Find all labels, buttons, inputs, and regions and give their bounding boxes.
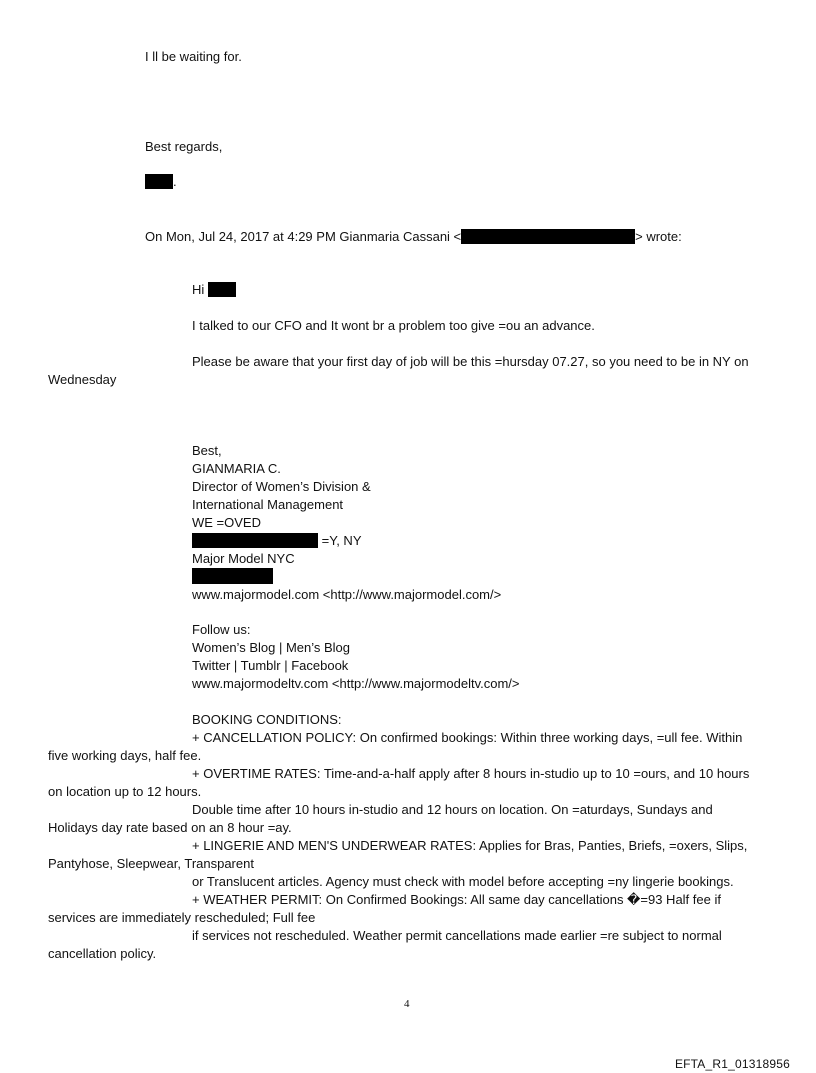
booking-line: cancellation policy. (48, 946, 157, 961)
email-closing: Best regards, (145, 139, 223, 154)
sig-follow: Follow us: (192, 622, 251, 637)
sig-title1: Director of Women’s Division & (192, 479, 371, 494)
booking-line: on location up to 12 hours. (48, 784, 202, 799)
booking-line: five working days, half fee. (48, 748, 202, 763)
redaction-block (192, 568, 273, 584)
sig-best: Best, (192, 443, 222, 458)
booking-line: + OVERTIME RATES: Time-and-a-half apply after 8 hours in-studio up to 10 =ours, and 10 hours (192, 766, 750, 781)
sig-website-link[interactable]: www.majormodel.com <http://www.majormodel.com/> (192, 587, 502, 602)
booking-line: + CANCELLATION POLICY: On confirmed bookings: Within three working days, =ull fee. Within (192, 730, 743, 745)
redaction-block (145, 174, 173, 189)
redaction-block (208, 282, 236, 297)
sig-social-links[interactable]: Twitter | Tumblr | Facebook (192, 658, 349, 673)
email-para2-line2: Wednesday (48, 372, 117, 387)
sig-addr-prefix: WE =OVED (192, 515, 261, 530)
booking-line: or Translucent articles. Agency must check with model before accepting =ny lingerie bookings. (192, 874, 734, 889)
email-para1: I talked to our CFO and It wont br a problem too give =ou an advance. (192, 318, 595, 333)
sender-signature: . (145, 174, 177, 190)
booking-line: if services not rescheduled. Weather permit cancellations made earlier =re subject to normal (192, 928, 722, 943)
booking-line: + LINGERIE AND MEN'S UNDERWEAR RATES: Applies for Bras, Panties, Briefs, =oxers, Slips, (192, 838, 748, 853)
sig-name: GIANMARIA C. (192, 461, 281, 476)
sig-company: Major Model NYC (192, 551, 295, 566)
quote-header: On Mon, Jul 24, 2017 at 4:29 PM Gianmaria Cassani < > wrote: (145, 229, 682, 244)
sig-address: =Y, NY (192, 533, 362, 549)
page-number: 4 (404, 998, 410, 1010)
sig-blogs-links[interactable]: Women’s Blog | Men’s Blog (192, 640, 351, 655)
sig-title2: International Management (192, 497, 344, 512)
email-line-waiting: I ll be waiting for. (145, 49, 242, 64)
redaction-block (192, 533, 318, 548)
greeting: Hi (192, 282, 236, 298)
booking-line: services are immediately rescheduled; Full fee (48, 910, 316, 925)
booking-line: Pantyhose, Sleepwear, Transparent (48, 856, 254, 871)
redaction-block (461, 229, 635, 244)
sig-tv-link[interactable]: www.majormodeltv.com <http://www.majormodeltv.com/> (192, 676, 520, 691)
booking-line: Double time after 10 hours in-studio and 12 hours on location. On =aturdays, Sundays and (192, 802, 713, 817)
booking-line: + WEATHER PERMIT: On Confirmed Bookings: All same day cancellations �=93 Half fee if (192, 892, 721, 907)
document-id-footer: EFTA_R1_01318956 (674, 1057, 790, 1071)
booking-line: Holidays day rate based on an 8 hour =ay. (48, 820, 292, 835)
email-para2-line1: Please be aware that your first day of job will be this =hursday 07.27, so you need to be in NY on (192, 354, 749, 369)
booking-heading: BOOKING CONDITIONS: (192, 712, 342, 727)
